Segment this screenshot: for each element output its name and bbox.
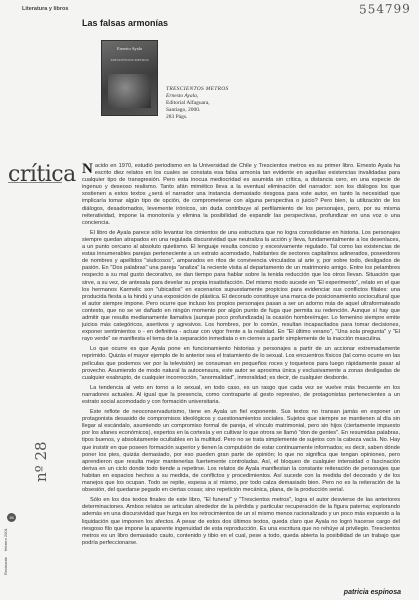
- headline: Las falsas armonías: [82, 18, 169, 28]
- paragraph: Este reflote de neoconservadurismo, tiene en Ayala un fiel exponente. Sus textos no transan jamás en exponer un protagonista desasido de compromisos ideológicos y cuestionamientos sociales. Sujetos que siempre se mantienen al día sin llegar al escándalo, asumiendo un compromiso formal de pareja, el vínculo matrimonial, pero sin hijos (ciertamente impuesto por los afanes económicos), expertos en la cortesía y en cultivar lo que otrora se llamó "don de gentes". En resumidas palabras, tipos buenos, y absolutamente ocultables en la multitud. Pero no se trata simplemente de sujetos con la cabeza vacía. No. Hay que insistir en que poseen formación superior y tienen la compulsión de estar continuamente informados; es decir, saben dónde poner los pies, quizás demasiado, por eso pueden gran parte de opinión; lo que no significa que tengan opiniones, pero aprendieron que resulta mejor mantenerlas fuertemente controladas. Así, el bloqueo de cualquier intensidad o fascinación deriva en un ciclo donde todo tiende a repetirse. Los relatos de Ayala manifiestan la constante reiteración de personajes que habitan en espacios hechos a su medida, de conflictos y procedimientos. Así sucede con la medida del decorado y de los manejos que los ocupan. Todo se repite, espesa a sí mismo, por todo calza demasiado bien. Pero no es la reiteración de la obsesión, del quedarse pegado en ciertas cosas; sino repetición mecánica, plana, de la producción serial.: [82, 409, 400, 494]
- section-rule: [8, 182, 62, 183]
- handwritten-code: 554799: [359, 1, 412, 17]
- book-info: [166, 86, 229, 121]
- cover-subtitle: TRESCIENTOS METROS: [110, 58, 149, 62]
- issue-number: nº 28: [32, 441, 50, 482]
- paragraph: [82, 163, 400, 227]
- magazine-name: Rocinante: [3, 556, 8, 575]
- cover-photo: [108, 74, 151, 108]
- book-place-year: Santiago, 2000.: [166, 107, 201, 113]
- paragraph: Sólo en los dos textos finales de este libro, "El funeral" y "Trescientos metros", logra el autor desvierse de las anteriores determinaciones. Ambos relatos se articulan alrededor de la pérdida y particular recuperación de la figura paterna; explorando además en una discursividad que hurga en los retrocimientos de un sí mismo menos racionalizado y un poco más expuesto a la liquidación que imponen los afectos. A pesar de estos dos últimos textos, queda claro que Ayala no logró hacerse cargo del riesgoso filo que impone la aparente ingenuidad de esta reproducción. Es una escritura que no rehúye al privilegio. Trescientos metros es un libro demasiado cauto, contenido y tibio en el cual, pese a todo, queda abierta la posibilidad de un trabajo que podría perfeccionarse.: [82, 497, 400, 546]
- page-number-badge: 36: [7, 513, 16, 522]
- side-strip: [3, 455, 16, 575]
- book-pages: 283 Págs.: [166, 114, 188, 120]
- article-body: [82, 163, 400, 550]
- author-signature: patricia espinosa: [343, 589, 401, 596]
- paragraph: La tendencia al veto en torno a lo sexual, en todo caso, es un rasgo que cada vez se vuelve más frecuente en los narradores actuales. Al igual que la presencia, como contraparte al gesto represivo, de protagonistas pertenecientes a un estrato social acomodado y con formación universitaria.: [82, 384, 400, 405]
- section-title: crítica: [8, 162, 76, 187]
- side-meta: [3, 528, 8, 575]
- paragraph-text: acido en 1970, estudió periodismo en la Universidad de Chile y Trescientos metros es su primer libro. Ernesto Ayala ha escrito diez relatos en los cuales se constata esa falsa armonía tan evidente en aquellas existencias invalidadas para cualquier tipo de transgresión. Pero esta inocua mediocridad es asumida sin crítica, a distancia cero, en una especie de ingenuo y deseoso realismo. Tanto afán mimético lleva a la eventual eliminación del narrador: son los diálogos los que sostienen a estos textos ¿será el narrador una instancia demasiado riesgosa para este autor, en tanto la necesidad que implicaría tomar algún tipo de opción, de comprometerse con alguna perspectiva o juicio? Pero bien, la utilización de los diálogos, desadornados, levemente irónicos, sin duda contribuye al perfilamiento de los personajes, pero, por su misma reiteratividad, impone la monotonía y elimina la posibilidad de expandir las perspectivas, profundizar en una voz o una conciencia.: [82, 163, 400, 226]
- cover-title: Ernesto Ayala: [117, 46, 142, 51]
- section-label: Literatura y libros: [22, 6, 69, 12]
- book-author: Ernesto Ayala,: [166, 93, 199, 99]
- issue-date: febrero 2001: [3, 528, 8, 551]
- book-title: TRESCIENTOS METROS: [166, 86, 229, 92]
- dropcap: N: [82, 161, 93, 177]
- book-cover-image: [101, 40, 158, 116]
- paragraph: El libro de Ayala parece sólo levantar los cimientos de una estructura que no logra consolidarse en historia. Los personajes siempre quedan atrapados en una regulada discursividad que neutraliza la acción y lleva, fundamentalmente a los desenlaces, a un punto cercano al absoluto quietismo. El lenguaje resulta conciso y excesivamente regulado. Tal como las existencias de estas innumerables parejas perteneciente a un estrato acomodado, habitantes de sectores capitalinos adinerados, poseedores de nombres y apellidos "siuticosos", amparados en ritos de convivencia vinculados al arte y, por sobre todo, desligados de pasión. En "Dos palabras" una pareja "analiza" la reciente visita al departamento de un matrimonio amigo. Entre los pelambres respecto a su mal gusto decorativo, se dan tiempo para hablar sobre la tenida reducción que los otros llevan. Situación que sirve, a su vez, de antesala para develar su propia insatisfacción. Del mismo modo sucede en "El experimento", relato en el que los hermanos Karmelic son "ubicados" en escenarios supuestamente propicios para evidenciar sus conflictos filiales: una producida fiesta a la hindú y una exposición de plástica. El decorado constituye una marca de posicionamiento sociocultural que el autor siempre impone. Pero ocurre que incluso los propios personajes pasan a ser un adorno más de aquel ultraformateado contexto, que no se ve dañado en ningún momento por algún punto de fuga que permita su redención. Aunque sí hay que admitir que resulta medianamente llamativa (aunque poco profundizada) la ocasión hombre/mujer. Lo femenino siempre emite juicios más categóricos, asertivos y agresivos. Los hombres, por lo común, resultan incapacitados para tomar decisiones, exponer sentimientos o - en definitiva - actuar con vigor frente a la realidad. En "El último verano", "Una sola pregunta" y "El rayo verde" se manifiesta el tema de la separación inmediata o en ciernes a partir simplemente de la inacción masculina.: [82, 229, 400, 343]
- paragraph: Lo que ocurre es que Ayala pone en funcionamiento historias y personajes a partir de un accionar extremadamente reprimido. Quizás el mayor ejemplo de lo anterior sea el tratamiento de lo sexual. Los encuentros físicos (tal como ocurre en las películas que podemos ver por la televisión) se consuman en pequeños roces y toqueteos para luego rápidamente pasar al provecho. Asumiendo de modo natural la autocensura, este autor se aproxima única y exclusivamente a zonas desligadas de cualquier exabrupto, de cualquier incorrección, "anormalidad", inmoralidad; es decir, de cualquier desborde.: [82, 346, 400, 381]
- book-publisher: Editorial Alfaguara,: [166, 100, 210, 106]
